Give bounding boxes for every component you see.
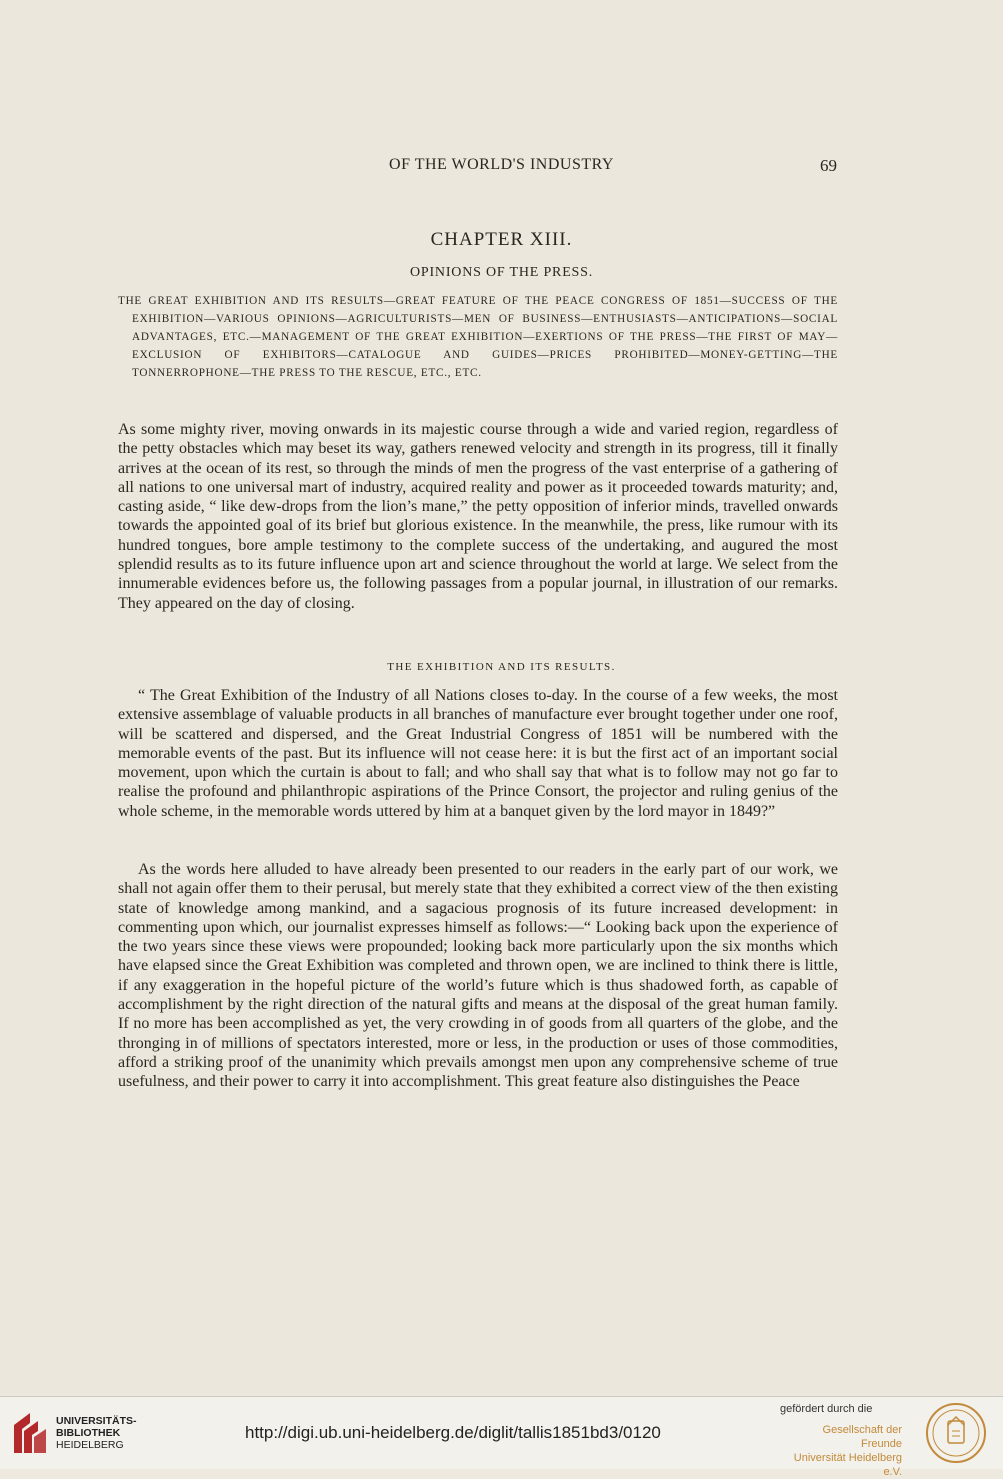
library-logo-icon — [8, 1409, 52, 1457]
synopsis-text: THE GREAT EXHIBITION AND ITS RESULTS—GREAT FEATURE OF THE PEACE CONGRESS OF 1851—SUCCESS OF THE EXHIBITION—VARIOUS OPINIONS—AGRICULTURISTS—MEN OF BUSINESS—ENTHUSIASTS—ANTICIPATIONS—SOCIAL ADVANTAGES, ETC.—MANAGEMENT OF THE GREAT EXHIBITION—EXERTIONS OF THE PRESS—THE FIRST OF MAY—EXCLUSION OF EXHIBITORS—CATALOGUE AND GUIDES—PRICES PROHIBITED—MONEY-GETTING—THE TONNERROPHONE—THE PRESS TO THE RESCUE, ETC., ETC. — [118, 295, 838, 379]
chapter-synopsis — [118, 292, 838, 382]
library-name-line3: HEIDELBERG — [56, 1439, 124, 1451]
sponsor-name-line1: Gesellschaft der Freunde — [822, 1424, 902, 1450]
paragraph-1-text: As some mighty river, moving onwards in its majestic course through a wide and varied region, regardless of the petty obstacles which may beset its way, gathers renewed velocity and strength in its progress, till it finally arrives at the ocean of its rest, so through the minds of men the progress of the vast enterprise of a gathering of all nations to one universal mart of industry, acquired reality and power as it proceeded towards maturity; and, casting aside, “ like dew-drops from the lion’s mane,” the petty opposition of inferior minds, travelled onwards towards the appointed goal of its brief but glorious existence. In the meanwhile, the press, like rumour with its hundred tongues, bore ample testimony to the complete success of the undertaking, and augured the most splendid results as to its future influence upon art and science throughout the world at large. We select from the innumerable evidences before us, the following passages from a popular journal, in illustration of our remarks. They appeared on the day of closing. — [118, 421, 838, 612]
paragraph-1 — [118, 420, 838, 613]
chapter-subtitle: OPINIONS OF THE PRESS. — [409, 265, 594, 280]
paragraph-3 — [118, 860, 838, 1092]
library-name-line1: UNIVERSITÄTS- — [56, 1415, 137, 1427]
library-name-line2: BIBLIOTHEK — [56, 1427, 121, 1439]
footer-bar — [0, 1396, 1003, 1478]
paragraph-2-text: “ The Great Exhibition of the Industry of all Nations closes to-day. In the course of a few weeks, the most extensive assemblage of valuable products in all branches of manufacture ever brought together under one roof, will be scattered and dispersed, and the Great Industrial Congress of 1851 will be numbered with the memorable events of the past. But its influence will not cease here: it is but the first act of an important social movement, upon which the curtain is about to fall; and who shall say that what is to follow may not go far to realise the profound and philanthropic aspirations of the Prince Consort, the projector and ruling genius of the whole scheme, in the memorable words uttered by him at a banquet given by the lord mayor in 1849?” — [118, 687, 838, 820]
paragraph-3-text: As the words here alluded to have already been presented to our readers in the early part of our work, we shall not again offer them to their perusal, but merely state that they exhibited a correct view of the then existing state of knowledge among mankind, and a sagacious prognosis of its future increased development: in commenting upon which, our journalist expresses himself as follows:—“ Looking back upon the experience of the two years since these views were propounded; looking back more particularly upon the six months which have elapsed since the Great Exhibition was completed and thrown open, we are inclined to think there is little, if any exaggeration in the hopeful picture of the world’s future which is thus shadowed forth, as capable of accomplishment by the right direction of the natural gifts and means at the disposal of the great human family. If no more has been accomplished as yet, the very crowding in of goods from all quarters of the globe, and the thronging in of millions of spectators interested, more or less, in the production or uses of those commodities, afford a striking proof of the unanimity which prevails amongst men upon any comprehensive scheme of true usefulness, and their power to carry it into accomplishment. This great feature also distinguishes the Peace — [118, 861, 838, 1091]
sponsor-name-line2: Universität Heidelberg e.V. — [793, 1452, 902, 1478]
sponsor-name — [780, 1423, 902, 1479]
permalink-url[interactable]: http://digi.ub.uni-heidelberg.de/diglit/tallis1851bd3/0120 — [245, 1423, 661, 1442]
running-title: OF THE WORLD'S INDUSTRY — [389, 156, 614, 173]
page-number: 69 — [820, 156, 837, 175]
chapter-title: CHAPTER XIII. — [430, 229, 573, 250]
paragraph-2 — [118, 686, 838, 821]
university-seal-icon — [922, 1401, 990, 1465]
running-head — [0, 156, 1003, 178]
library-name — [56, 1415, 137, 1451]
section-heading: THE EXHIBITION AND ITS RESULTS. — [387, 661, 616, 673]
sponsor-label: gefördert durch die — [780, 1403, 873, 1415]
